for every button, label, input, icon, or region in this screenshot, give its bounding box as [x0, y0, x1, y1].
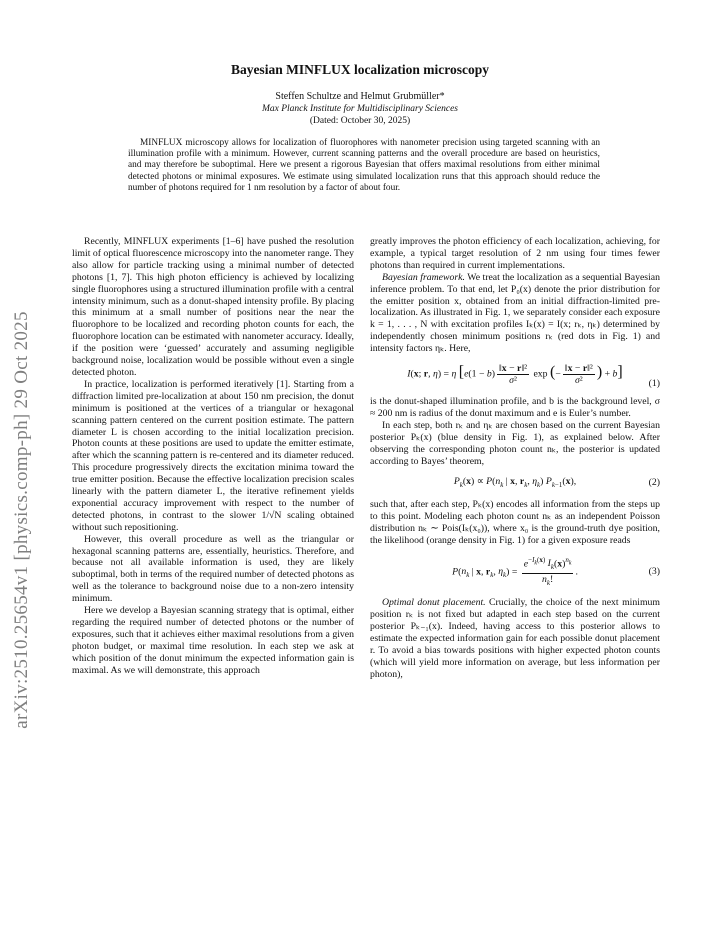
equation-number: (3) [648, 566, 660, 578]
paragraph: is the donut-shaped illumination profile, and b is the background level, σ ≈ 200 nm is radius of the donut maximum and e is Euler’s number. [370, 396, 660, 419]
equation-2: $P_k(x) \propto P(n_k$ | x, $r_k$, $\eta_k$) $P_{k-1}(x)$, (2) [453, 475, 660, 489]
paragraph: Here we develop a Bayesian scanning strategy that is optimal, either regarding the required number of detected photons or the number of exposures, such that it achieves either maximal resolutions from a given photon budget, or maximal time resolution. In each step we ask at which position of the donut minimum the expected information gain is maximal. As we will demonstrate, this approach [72, 605, 354, 676]
equation-number: (1) [648, 378, 660, 390]
authors: Steffen Schultze and Helmut Grubmüller* [275, 91, 445, 102]
paragraph: Recently, MINFLUX experiments [1–6] have pushed the resolution limit of optical fluorescence microscopy into the nanometer range. They also allow for particle tracking using a minimal number of detected photons [1, 7]. This high photon efficiency is achieved by localizing single fluorophores using a structured illumination profile with a central intensity minimum, such as a donut-shaped intensity profile. By placing this minimum at a small number of positions near the near the fluorophore to be localized and recording photon counts for each, the fluorophore location can be estimated with nanometer accuracy. Ideally, if the position were ‘guessed’ accurately and assuming negligible background noise, localization would be possible without even a single detected photon. [72, 236, 354, 378]
abstract: MINFLUX microscopy allows for localization of fluorophores with nanometer precision using targeted scanning with an illumination profile with a minimum. However, current scanning patterns and the overall procedure are based on heuristics, and may therefore be suboptimal. Here we present a rigorous Bayesian that offers maximal resolutions from either minimal detected photons or minimal exposures. We estimate using simulated localization runs that this approach should reduce the number of photons required for 1 nm resolution by a factor of about four. [128, 138, 600, 193]
equation-3: $P(n_k$ | x, $r_k$, $\eta_k$) = $\frac{e^{-I_k(x)} I_k(x)^{n_k}}{n_k!}$ . (3) [452, 555, 660, 588]
left-column [72, 236, 354, 677]
paragraph: In practice, localization is performed iteratively [1]. Starting from a diffraction limited pre-localization at about 150 nm precision, the donut minimum is positioned at the vertices of a triangular or hexagonal scanning pattern centered on the current position estimate. The pattern diameter L is chosen according to the initial localization precision. Photon counts at these positions are used to update the emitter estimate, after which the scanning pattern is re-centered and its diameter reduced. This procedure progressively directs the excitation minima toward the true emitter position. Because the effective localization precision scales linearly with the pattern diameter L, the iterative refinement yields exponential accuracy improvement with respect to the number of detected photons, in contrast to the slower 1/√N scaling obtained without such repositioning. [72, 378, 354, 533]
paragraph: greatly improves the photon efficiency of each localization, achieving, for example, a typical target resolution of 2 nm using four times fewer photons than required in current implementations. [370, 236, 660, 271]
equation-1: I(x; r, η) = η [e(1 − b) $\frac{\text{‖x − r‖²}}{\text{σ²}}$ exp (− $\frac{\text{‖x − r‖²}}{\text{σ²}}$ ) + b] (1) [407, 363, 660, 390]
paragraph: such that, after each step, Pₖ(x) encodes all information from the steps up to this point. Modeling each photon count nₖ as an independent Poisson distribution nₖ ∼ Pois(Iₖ(x₀)), where x₀ is the ground-truth dye position, the likelihood (orange density in Fig. 1) for a given exposure reads [370, 499, 660, 547]
right-column [370, 236, 660, 680]
arxiv-stamp: arXiv:2510.25654v1 [physics.comp-ph] 29 Oct 2025 [11, 311, 32, 729]
section-heading: Optimal donut placement. [382, 597, 486, 609]
section-heading: Bayesian framework. [382, 271, 465, 283]
equation-number: (2) [648, 477, 660, 489]
affiliation: Max Planck Institute for Multidisciplinary Sciences [261, 104, 459, 114]
paragraph: However, this overall procedure as well as the triangular or hexagonal scanning patterns are, essentially, heuristics. Therefore, and because not all available information is used, they are likely suboptimal, both in terms of the required number of detected photons as well as the tolerance to background noise due to a non-zero intensity minimum. [72, 533, 354, 605]
paper-title: Bayesian MINFLUX localization microscopy [230, 62, 490, 77]
dated-line: (Dated: October 30, 2025) [309, 116, 411, 126]
paragraph: Bayesian framework. We treat the localization as a sequential Bayesian inference problem. To that end, let P₀(x) denote the prior distribution for the emitter position x, obtained from an initial diffraction-limited pre-localization. As illustrated in Fig. 1, we separately consider each exposure k = 1, . . . , N with excitation profiles Iₖ(x) = I(x; rₖ, ηₖ) determined by independently chosen minimum positions rₖ (red dots in Fig. 1) and intensity factors ηₖ. Here, [370, 271, 660, 355]
paragraph: Optimal donut placement. Crucially, the choice of the next minimum position rₖ is not fixed but adapted in each step based on the current posterior Pₖ₋₁(x). Indeed, having access to this posterior allows to estimate the expected information gain for each possible donut placement r. To avoid a bias towards positions with higher expected photon counts (which will yield more information on average, but less information per photon), [370, 597, 660, 680]
paragraph: In each step, both rₖ and ηₖ are chosen based on the current Bayesian posterior Pₖ(x) (blue density in Fig. 1), as explained below. After observing the corresponding photon count nₖ, the posterior is updated according to Bayes’ theorem, [370, 419, 660, 467]
